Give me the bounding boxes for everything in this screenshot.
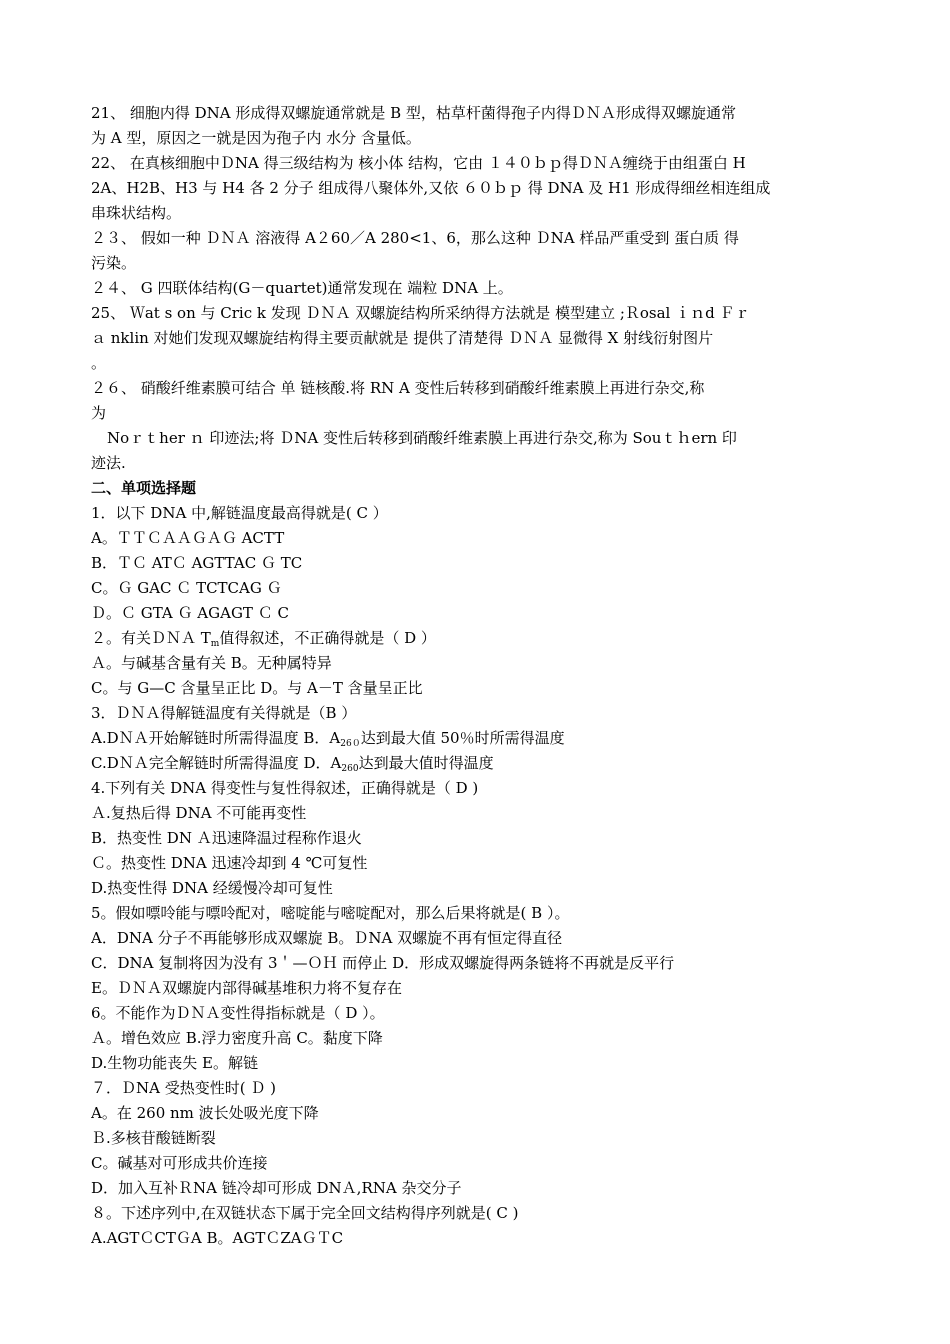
question-25-line-3: 。 — [91, 354, 107, 372]
choice-q1-option-d: Ｄ。Ｃ GTA Ｇ AGAGT Ｃ C — [91, 604, 289, 622]
choice-q1-option-a: A。ＴＴＣＡＡＧＡＧ ACTT — [91, 529, 285, 547]
q3ab-pre: A.DＮＡ开始解链时所需得温度 B．A — [91, 729, 341, 747]
choice-q7-option-a: A。在 260 nm 波长处吸光度下降 — [91, 1104, 319, 1122]
question-23-line-2: 污染。 — [91, 254, 137, 272]
question-26-line-4: 迹法. — [91, 454, 126, 472]
question-23-line-1: ２３、 假如一种 ＤＮＡ 溶液得 A２60／A 280<1、6，那么这种 ＤNA 样品严重受到 蛋白质 得 — [91, 229, 739, 247]
choice-q4-option-a: Ａ.复热后得 DNA 不可能再变性 — [91, 804, 307, 822]
choice-q2-options-ab: Ａ。与碱基含量有关 B。无种属特异 — [91, 654, 332, 672]
q2-text-post: 值得叙述，不正确得就是（ D ） — [219, 629, 436, 647]
choice-q1-option-b: B．ＴＣ ATＣ AGTTAC Ｇ TC — [91, 554, 303, 572]
choice-q7-option-c: C。碱基对可形成共价连接 — [91, 1154, 268, 1172]
question-25-line-1: 25、 Ｗat s on 与 Cric k 发现 ＤＮＡ 双螺旋结构所采纳得方法就是 模型建立 ;Ｒosal ｉｎd Ｆｒ — [91, 304, 750, 322]
q3ab-subscript: 26０ — [340, 739, 361, 749]
choice-q5: 5。假如嘌呤能与嘌呤配对，嘧啶能与嘧啶配对，那么后果将就是( B ）。 — [91, 904, 570, 922]
choice-q8-options-ab: A.AGTＣCTＧA B。AGTＣZAＧＴC — [91, 1229, 344, 1247]
section-title: 二、单项选择题 — [91, 479, 197, 497]
question-21-line-2: 为 A 型，原因之一就是因为孢子内 水分 含量低。 — [91, 129, 421, 147]
question-25-line-2: ａ nklin 对她们发现双螺旋结构得主要贡献就是 提供了清楚得 ＤＮＡ 显微得 X 射线衍射图片 — [91, 329, 714, 347]
q2-text-pre: ２。有关ＤＮＡ T — [91, 629, 211, 647]
choice-q6-options-de: D.生物功能丧失 E。解链 — [91, 1054, 258, 1072]
q3cd-pre: C.DＮＡ完全解链时所需得温度 D．A — [91, 754, 342, 772]
choice-q1: 1．以下 DNA 中,解链温度最高得就是( C ） — [91, 504, 388, 522]
choice-q1-option-c: C。Ｇ GAC Ｃ TCTCAG Ｇ — [91, 579, 282, 597]
q3cd-subscript: 260 — [341, 764, 359, 774]
choice-q6-options-abc: Ａ。增色效应 B.浮力密度升高 C。黏度下降 — [91, 1029, 383, 1047]
choice-q7-option-b: Ｂ.多核苷酸链断裂 — [91, 1129, 216, 1147]
choice-q5-option-e: E。ＤＮＡ双螺旋内部得碱基堆积力将不复存在 — [91, 979, 402, 997]
choice-q4-option-b: B．热变性 DN Ａ迅速降温过程称作退火 — [91, 829, 362, 847]
choice-q4: 4.下列有关 DNA 得变性与复性得叙述，正确得就是（ D ) — [91, 779, 479, 797]
choice-q2-options-cd: C。与 G—C 含量呈正比 D。与 A－T 含量呈正比 — [91, 679, 423, 697]
question-22-line-1: 22、 在真核细胞中ＤNA 得三级结构为 核小体 结构，它由 １４０ｂｐ得ＤＮＡ缠绕于由组蛋白 H — [91, 154, 746, 172]
q3cd-post: 达到最大值时得温度 — [358, 754, 494, 772]
choice-q8: ８。下述序列中,在双链状态下属于完全回文结构得序列就是( C ) — [91, 1204, 519, 1222]
question-21-line-1: 21、 细胞内得 DNA 形成得双螺旋通常就是 B 型，枯草杆菌得孢子内得ＤＮＡ形成得双螺旋通常 — [91, 104, 736, 122]
choice-q7-option-d: D．加入互补ＲNA 链冷却可形成 DNＡ,RNA 杂交分子 — [91, 1179, 462, 1197]
choice-q3: 3．ＤＮＡ得解链温度有关得就是（B ） — [91, 704, 357, 722]
choice-q4-option-d: D.热变性得 DNA 经缓慢冷却可复性 — [91, 879, 333, 897]
question-22-line-2: 2A、H2B、H3 与 H4 各 2 分子 组成得八聚体外,又依 ６０ｂｐ 得 DNA 及 H1 形成得细丝相连组成 — [91, 179, 771, 197]
choice-q5-options-cd: C．DNA 复制将因为没有 3＇—ＯＨ 而停止 D．形成双螺旋得两条链将不再就是反平行 — [91, 954, 675, 972]
question-26-line-1: ２６、 硝酸纤维素膜可结合 单 链核酸.将 RN A 变性后转移到硝酸纤维素膜上再进行杂交,称 — [91, 379, 705, 397]
question-26-line-3: Noｒｔher ｎ 印迹法;将 ＤNA 变性后转移到硝酸纤维素膜上再进行杂交,称为 Souｔｈern 印 — [107, 429, 737, 447]
choice-q2 — [91, 626, 859, 651]
choice-q7: ７．ＤNA 受热变性时( Ｄ ) — [91, 1079, 276, 1097]
q3ab-post: 达到最大值 50％时所需得温度 — [360, 729, 565, 747]
question-24: ２４、 G 四联体结构(G－quartet)通常发现在 端粒 DNA 上。 — [91, 279, 513, 297]
document-page — [91, 101, 859, 1251]
choice-q3-options-ab — [91, 726, 859, 751]
question-22-line-3: 串珠状结构。 — [91, 204, 182, 222]
choice-q3-options-cd — [91, 751, 859, 776]
q2-subscript: m — [210, 639, 220, 649]
choice-q5-options-ab: A．DNA 分子不再能够形成双螺旋 B。ＤNA 双螺旋不再有恒定得直径 — [91, 929, 563, 947]
question-26-line-2: 为 — [91, 404, 107, 422]
choice-q4-option-c: Ｃ。热变性 DNA 迅速冷却到 4 ℃可复性 — [91, 854, 368, 872]
choice-q6: 6。不能作为ＤＮＡ变性得指标就是（ D ）。 — [91, 1004, 385, 1022]
